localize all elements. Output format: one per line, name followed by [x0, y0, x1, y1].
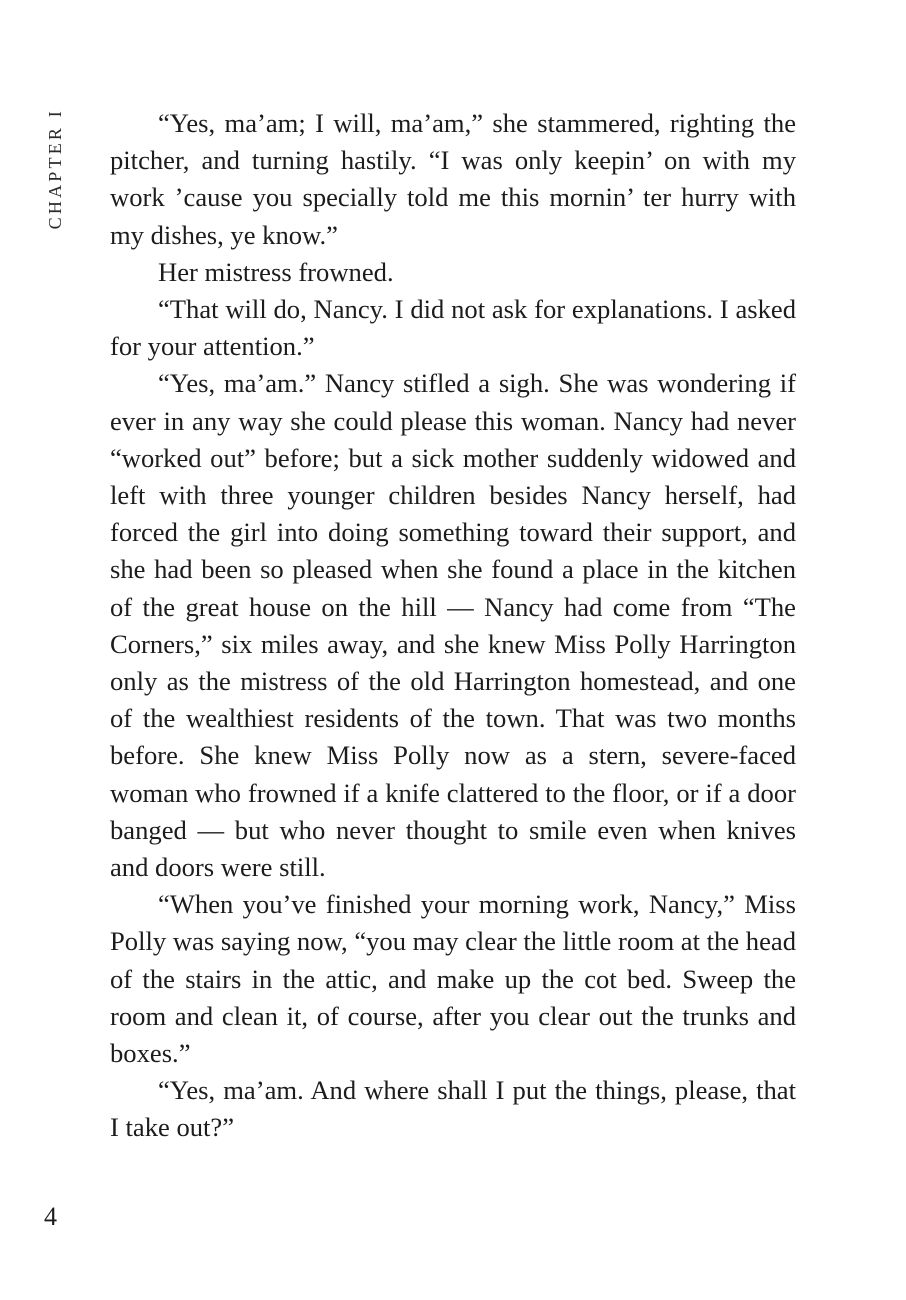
- chapter-label: CHAPTER I: [45, 108, 65, 230]
- paragraph: Her mistress frowned.: [158, 256, 394, 287]
- body-text: [110, 105, 796, 1147]
- paragraph: “Yes, ma’am. And where shall I put the things, please, that I take out?”: [110, 1075, 796, 1143]
- paragraph: “When you’ve finished your morning work, Nancy,” Miss Polly was saying now, “you may clear the little room at the head of the stairs in the attic, and make up the cot bed. Sweep the room and clean it, of course, after you clear out the trunks and boxes.”: [110, 889, 796, 1069]
- page-number: 4: [44, 1202, 57, 1231]
- paragraph: “Yes, ma’am; I will, ma’am,” she stammered, righting the pitcher, and turning hastily. “I was only keepin’ on with my work ’cause you specially told me this mornin’ ter hurry with my dishes, ye know.”: [110, 108, 796, 250]
- running-head: [42, 108, 68, 248]
- paragraph: “Yes, ma’am.” Nancy stifled a sigh. She was wondering if ever in any way she could please this woman. Nancy had never “worked out” before; but a sick mother suddenly widowed and left with three younger children besides Nancy herself, had forced the girl into doing something toward their support, and she had been so pleased when she found a place in the kitchen of the great house on the hill — Nancy had come from “The Corners,” six miles away, and she knew Miss Polly Harrington only as the mistress of the old Harrington homestead, and one of the wealthiest residents of the town. That was two months before. She knew Miss Polly now as a stern, severe-faced woman who frowned if a knife clattered to the floor, or if a door banged — but who never thought to smile even when knives and doors were still.: [110, 368, 796, 883]
- paragraph: “That will do, Nancy. I did not ask for explanations. I asked for your attention.”: [110, 294, 796, 362]
